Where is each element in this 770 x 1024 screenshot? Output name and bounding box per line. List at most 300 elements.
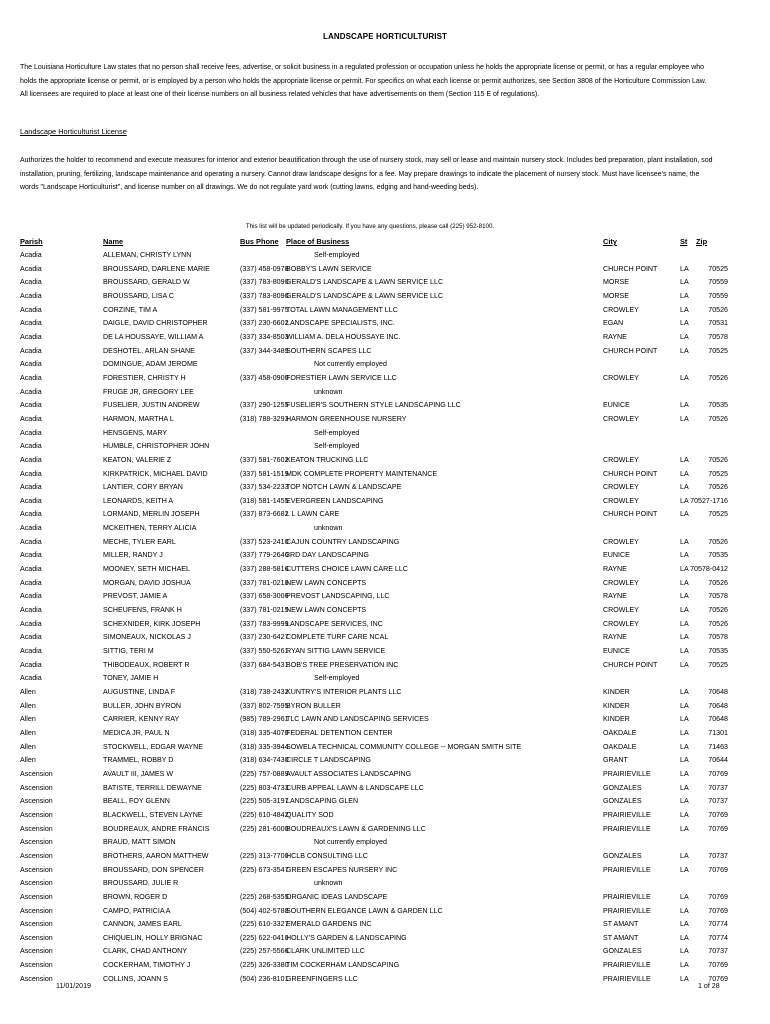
cell-city: KINDER <box>603 688 630 696</box>
cell-name: FORESTIER, CHRISTY H <box>103 373 186 382</box>
cell-city: CHURCH POINT <box>603 264 658 273</box>
cell-place: KEATON TRUCKING LLC <box>286 455 369 464</box>
cell-parish: Acadia <box>20 551 42 560</box>
cell-parish: Ascension <box>20 838 53 847</box>
cell-name: TONEY, JAMIE H <box>103 674 159 683</box>
cell-city: CHURCH POINT <box>603 346 658 355</box>
cell-city: PRAIRIEVILLE <box>603 810 651 819</box>
cell-name: KEATON, VALERIE Z <box>103 455 172 464</box>
cell-city: GRANT <box>603 756 628 765</box>
cell-parish: Ascension <box>20 797 53 806</box>
cell-city: RAYNE <box>603 565 627 574</box>
cell-city: PRAIRIEVILLE <box>603 906 651 915</box>
cell-name: AVAULT III, JAMES W <box>103 769 174 778</box>
cell-name: MCKEITHEN, TERRY ALICIA <box>103 524 197 533</box>
cell-name: TRAMMEL, ROBBY D <box>103 756 174 765</box>
cell-name: LANTIER, CORY BRYAN <box>103 483 183 492</box>
table-row <box>0 809 770 823</box>
cell-parish: Acadia <box>20 510 42 519</box>
cell-place: Not currently employed <box>314 838 387 847</box>
column-header-zip: Zip <box>696 237 708 246</box>
section-paragraph: Authorizes the holder to recommend and execute measures for interior and exterior beautification through the use of nursery stock, may sell or lease and maintain nursery stock. Includes bed preparation, plant installation, sod installation, pruning, fertilizing, landscape maintenance and operating a nursery. Cannot draw landscape designs for a fee. May prepare drawings to indicate the placement of nursery stock. Must have licensee's name, the words "Landscape Horticulturist", and license number on all drawings. We do not regulate yard work (cutting lawns, edging and hand-weeding beds). <box>20 155 713 191</box>
cell-name: CAMPO, PATRICIA A <box>103 906 171 915</box>
cell-parish: Acadia <box>20 401 42 410</box>
cell-zip: 70526 <box>708 483 728 492</box>
cell-place: EVERGREEN LANDSCAPING <box>286 496 384 505</box>
cell-parish: Acadia <box>20 565 42 574</box>
cell-name: PREVOST, JAMIE A <box>103 592 168 601</box>
cell-zip: 70559 <box>708 291 728 300</box>
cell-phone: (337) 581-7602 <box>240 455 289 464</box>
cell-zip: 70769 <box>708 974 728 983</box>
cell-phone: (337) 658-3006 <box>240 592 289 601</box>
cell-parish: Acadia <box>20 633 42 642</box>
cell-place: EMERALD GARDENS INC <box>286 920 372 929</box>
cell-phone: (337) 458-0900 <box>240 373 289 382</box>
column-header-name: Name <box>103 237 124 246</box>
cell-state: LA <box>680 797 689 806</box>
cell-phone: (225) 622-0410 <box>240 933 289 942</box>
cell-parish: Acadia <box>20 578 42 587</box>
cell-city: CROWLEY <box>603 619 639 628</box>
table-row <box>0 263 770 277</box>
cell-zip: 70525 <box>708 469 728 478</box>
table-row <box>0 891 770 905</box>
table-row <box>0 563 770 577</box>
cell-state: LA <box>680 974 689 983</box>
cell-place: WILLIAM A. DELA HOUSSAYE INC. <box>286 332 401 341</box>
cell-place: PREVOST LANDSCAPING, LLC <box>286 592 390 601</box>
table-row <box>0 358 770 372</box>
cell-name: HUMBLE, CHRISTOPHER JOHN <box>103 442 210 451</box>
cell-city: CROWLEY <box>603 483 639 492</box>
cell-name: COLLINS, JOANN S <box>103 974 169 983</box>
cell-phone: (337) 779-2646 <box>240 551 289 560</box>
cell-zip: 70769 <box>708 865 728 874</box>
table-row <box>0 495 770 509</box>
cell-city: MORSE <box>603 291 630 300</box>
cell-phone: (985) 789-2961 <box>240 715 289 724</box>
table-row <box>0 508 770 522</box>
cell-phone: (225) 757-0889 <box>240 769 289 778</box>
cell-phone: (225) 257-5566 <box>240 947 289 956</box>
cell-city: CROWLEY <box>603 537 639 546</box>
cell-zip: 70578 <box>708 633 728 642</box>
cell-zip: 70737 <box>708 851 728 860</box>
cell-place: BYRON BULLER <box>286 701 341 710</box>
cell-state: LA <box>680 742 689 751</box>
cell-city: CROWLEY <box>603 455 639 464</box>
table-row <box>0 440 770 454</box>
cell-place: GERALD'S LANDSCAPE & LAWN SERVICE LLC <box>286 278 444 287</box>
cell-phone: (337) 684-5431 <box>240 660 289 669</box>
cell-state: LA <box>680 920 689 929</box>
cell-city: GONZALES <box>603 947 642 956</box>
cell-parish: Allen <box>20 756 36 765</box>
cell-state: LA <box>680 756 689 765</box>
table-row <box>0 945 770 959</box>
cell-state: LA <box>680 537 689 546</box>
cell-parish: Allen <box>20 688 36 696</box>
cell-place: CLARK UNLIMITED LLC <box>286 947 365 956</box>
cell-city: CROWLEY <box>603 578 639 587</box>
cell-name: FRUGE JR, GREGORY LEE <box>103 387 194 396</box>
cell-zip: 70559 <box>708 278 728 287</box>
cell-name: MECHE, TYLER EARL <box>103 537 176 546</box>
table-row <box>0 836 770 850</box>
table-row <box>0 276 770 290</box>
cell-parish: Ascension <box>20 769 53 778</box>
cell-parish: Acadia <box>20 647 42 656</box>
cell-zip: 70648 <box>708 688 728 696</box>
cell-place: Self-employed <box>314 251 360 259</box>
cell-state: LA <box>680 906 689 915</box>
cell-zip: 70527-1716 <box>690 496 728 505</box>
cell-place: FUSELIER'S SOUTHERN STYLE LANDSCAPING LLC <box>286 401 461 410</box>
table-row <box>0 754 770 768</box>
cell-parish: Ascension <box>20 865 53 874</box>
cell-zip: 70578 <box>708 332 728 341</box>
cell-place: FORESTIER LAWN SERVICE LLC <box>286 373 397 382</box>
cell-parish: Acadia <box>20 373 42 382</box>
table-row <box>0 700 770 714</box>
cell-parish: Acadia <box>20 278 42 287</box>
cell-phone: (225) 505-3197 <box>240 797 289 806</box>
cell-state: LA <box>680 455 689 464</box>
cell-phone: (225) 610-4842 <box>240 810 289 819</box>
cell-city: KINDER <box>603 715 630 724</box>
cell-parish: Ascension <box>20 920 53 929</box>
cell-phone: (337) 581-1519 <box>240 469 289 478</box>
cell-phone: (225) 268-5355 <box>240 892 289 901</box>
cell-name: SCHEUFENS, FRANK H <box>103 606 182 615</box>
cell-zip: 70531 <box>708 319 728 328</box>
table-row <box>0 522 770 536</box>
page-number: 1 of 28 <box>698 982 720 990</box>
cell-state: LA <box>680 728 689 737</box>
cell-zip: 70648 <box>708 701 728 710</box>
cell-name: CANNON, JAMES EARL <box>103 920 182 929</box>
cell-city: EUNICE <box>603 551 630 560</box>
cell-place: QUALITY SOD <box>286 810 334 819</box>
cell-city: CROWLEY <box>603 496 639 505</box>
cell-place: TOTAL LAWN MANAGEMENT LLC <box>286 305 398 314</box>
cell-place: HCLB CONSULTING LLC <box>286 851 368 860</box>
cell-parish: Ascension <box>20 961 53 970</box>
cell-state: LA <box>680 291 689 300</box>
cell-name: DOMINGUE, ADAM JEROME <box>103 360 198 369</box>
cell-city: CROWLEY <box>603 373 639 382</box>
table-row <box>0 454 770 468</box>
cell-parish: Allen <box>20 701 36 710</box>
cell-city: GONZALES <box>603 797 642 806</box>
cell-city: OAKDALE <box>603 728 637 737</box>
cell-parish: Acadia <box>20 483 42 492</box>
table-row <box>0 618 770 632</box>
cell-phone: (337) 290-1255 <box>240 401 289 410</box>
table-row <box>0 932 770 946</box>
cell-parish: Acadia <box>20 251 42 259</box>
cell-zip: 70526 <box>708 455 728 464</box>
cell-phone: (337) 458-0978 <box>240 264 289 273</box>
cell-name: BROTHERS, AARON MATTHEW <box>103 851 209 860</box>
cell-phone: (225) 313-7700 <box>240 851 289 860</box>
cell-name: BROUSSARD, DARLENE MARIE <box>103 264 210 273</box>
cell-place: COMPLETE TURF CARE NCAL <box>286 633 389 642</box>
cell-zip: 70535 <box>708 401 728 410</box>
cell-phone: (318) 634-7430 <box>240 756 289 765</box>
table-row <box>0 590 770 604</box>
cell-name: SCHEXNIDER, KIRK JOSEPH <box>103 619 201 628</box>
cell-city: EUNICE <box>603 647 630 656</box>
cell-city: PRAIRIEVILLE <box>603 974 651 983</box>
cell-zip: 70525 <box>708 660 728 669</box>
cell-parish: Acadia <box>20 264 42 273</box>
cell-zip: 70769 <box>708 769 728 778</box>
cell-name: DAIGLE, DAVID CHRISTOPHER <box>103 319 208 328</box>
cell-state: LA <box>680 865 689 874</box>
cell-zip: 70769 <box>708 961 728 970</box>
cell-state: LA <box>680 496 689 505</box>
column-header-city: City <box>603 237 617 246</box>
cell-state: LA <box>680 346 689 355</box>
cell-place: SOUTHERN SCAPES LLC <box>286 346 372 355</box>
table-row <box>0 536 770 550</box>
cell-place: TLC LAWN AND LANDSCAPING SERVICES <box>286 715 429 724</box>
cell-parish: Ascension <box>20 851 53 860</box>
cell-state: LA <box>680 264 689 273</box>
cell-phone: (504) 402-5788 <box>240 906 289 915</box>
table-row <box>0 331 770 345</box>
cell-zip: 70737 <box>708 947 728 956</box>
cell-zip: 70526 <box>708 414 728 423</box>
cell-phone: (504) 236-8101 <box>240 974 289 983</box>
cell-phone: (337) 344-3489 <box>240 346 289 355</box>
cell-parish: Ascension <box>20 892 53 901</box>
cell-state: LA <box>680 373 689 382</box>
cell-phone: (225) 673-3547 <box>240 865 289 874</box>
table-row <box>0 741 770 755</box>
cell-place: NEW LAWN CONCEPTS <box>286 578 367 587</box>
cell-parish: Acadia <box>20 319 42 328</box>
cell-name: BULLER, JOHN BYRON <box>103 701 182 710</box>
cell-phone: (337) 781-0215 <box>240 606 289 615</box>
cell-city: MORSE <box>603 278 630 287</box>
table-row <box>0 399 770 413</box>
cell-state: LA <box>680 578 689 587</box>
cell-parish: Ascension <box>20 810 53 819</box>
cell-state: LA <box>680 592 689 601</box>
table-row <box>0 672 770 686</box>
cell-place: unknown <box>314 879 343 888</box>
cell-place: BOBBY'S LAWN SERVICE <box>286 264 372 273</box>
cell-name: CHIQUELIN, HOLLY BRIGNAC <box>103 933 203 942</box>
cell-parish: Acadia <box>20 619 42 628</box>
cell-parish: Acadia <box>20 455 42 464</box>
cell-phone: (318) 581-1455 <box>240 496 289 505</box>
cell-name: AUGUSTINE, LINDA F <box>103 688 176 696</box>
cell-place: SOUTHERN ELEGANCE LAWN & GARDEN LLC <box>286 906 443 915</box>
cell-phone: (225) 610-3327 <box>240 920 289 929</box>
cell-place: CAJUN COUNTRY LANDSCAPING <box>286 537 400 546</box>
cell-place: Self-employed <box>314 428 360 437</box>
cell-parish: Acadia <box>20 660 42 669</box>
table-row <box>0 877 770 891</box>
table-row <box>0 659 770 673</box>
table-row <box>0 468 770 482</box>
table-row <box>0 918 770 932</box>
cell-name: CLARK, CHAD ANTHONY <box>103 947 187 956</box>
column-header-place: Place of Business <box>286 237 350 246</box>
cell-city: EGAN <box>603 319 624 328</box>
cell-zip: 70769 <box>708 892 728 901</box>
cell-name: DESHOTEL, ARLAN SHANE <box>103 346 195 355</box>
cell-parish: Ascension <box>20 933 53 942</box>
cell-state: LA <box>680 414 689 423</box>
cell-parish: Acadia <box>20 674 42 683</box>
cell-name: BROUSSARD, GERALD W <box>103 278 190 287</box>
cell-city: PRAIRIEVILLE <box>603 892 651 901</box>
cell-name: KIRKPATRICK, MICHAEL DAVID <box>103 469 208 478</box>
cell-name: SIMONEAUX, NICKOLAS J <box>103 633 191 642</box>
cell-zip: 70526 <box>708 537 728 546</box>
cell-place: BOB'S TREE PRESERVATION INC <box>286 660 399 669</box>
cell-state: LA <box>680 305 689 314</box>
cell-parish: Allen <box>20 715 36 724</box>
cell-state: LA <box>680 606 689 615</box>
cell-city: GONZALES <box>603 783 642 792</box>
table-row <box>0 631 770 645</box>
cell-parish: Ascension <box>20 824 53 833</box>
cell-state: LA <box>680 769 689 778</box>
licensee-table <box>0 249 770 986</box>
cell-state: LA <box>680 647 689 656</box>
cell-zip: 70535 <box>708 647 728 656</box>
cell-parish: Ascension <box>20 783 53 792</box>
cell-state: LA <box>680 278 689 287</box>
cell-place: GREEN ESCAPES NURSERY INC <box>286 865 398 874</box>
cell-zip: 70525 <box>708 264 728 273</box>
cell-city: CHURCH POINT <box>603 469 658 478</box>
cell-state: LA <box>680 701 689 710</box>
cell-state: LA <box>680 319 689 328</box>
cell-place: RYAN SITTIG LAWN SERVICE <box>286 647 386 656</box>
cell-place: NEW LAWN CONCEPTS <box>286 606 367 615</box>
cell-parish: Acadia <box>20 291 42 300</box>
cell-name: BEALL, FOY GLENN <box>103 797 170 806</box>
cell-state: LA <box>680 660 689 669</box>
cell-place: CIRCLE T LANDSCAPING <box>286 756 371 765</box>
cell-place: GERALD'S LANDSCAPE & LAWN SERVICE LLC <box>286 291 444 300</box>
cell-name: BATISTE, TERRILL DEWAYNE <box>103 783 202 792</box>
cell-place: HARMON GREENHOUSE NURSERY <box>286 414 407 423</box>
cell-zip: 70578-0412 <box>690 565 728 574</box>
table-row <box>0 959 770 973</box>
table-row <box>0 864 770 878</box>
cell-state: LA <box>680 851 689 860</box>
cell-phone: (337) 783-8090 <box>240 278 289 287</box>
cell-place: HOLLY'S GARDEN & LANDSCAPING <box>286 933 407 942</box>
cell-name: LORMAND, MERLIN JOSEPH <box>103 510 200 519</box>
cell-parish: Acadia <box>20 360 42 369</box>
cell-state: LA <box>680 633 689 642</box>
cell-name: HENSGENS, MARY <box>103 428 168 437</box>
cell-name: COCKERHAM, TIMOTHY J <box>103 961 191 970</box>
cell-parish: Acadia <box>20 537 42 546</box>
cell-place: GREENFINGERS LLC <box>286 974 358 983</box>
table-row <box>0 386 770 400</box>
cell-phone: (318) 738-2432 <box>240 688 289 696</box>
cell-state: LA <box>680 961 689 970</box>
cell-zip: 70578 <box>708 592 728 601</box>
cell-city: ST AMANT <box>603 920 639 929</box>
cell-place: MDK COMPLETE PROPERTY MAINTENANCE <box>286 469 438 478</box>
table-row <box>0 973 770 987</box>
cell-state: LA <box>680 715 689 724</box>
cell-zip: 70525 <box>708 346 728 355</box>
column-header-phone: Bus Phone <box>240 237 279 246</box>
cell-parish: Acadia <box>20 592 42 601</box>
cell-parish: Allen <box>20 742 36 751</box>
cell-zip: 71301 <box>708 728 728 737</box>
cell-state: LA <box>680 824 689 833</box>
cell-place: KUNTRY'S INTERIOR PLANTS LLC <box>286 688 402 696</box>
cell-name: BOUDREAUX, ANDRE FRANCIS <box>103 824 210 833</box>
cell-zip: 70526 <box>708 578 728 587</box>
cell-state: LA <box>680 332 689 341</box>
cell-phone: (225) 326-3380 <box>240 961 289 970</box>
table-header <box>0 237 770 249</box>
cell-zip: 70737 <box>708 783 728 792</box>
cell-parish: Acadia <box>20 524 42 533</box>
cell-place: unknown <box>314 387 343 396</box>
cell-name: ALLEMAN, CHRISTY LYNN <box>103 251 192 259</box>
cell-phone: (337) 534-2233 <box>240 483 289 492</box>
cell-name: CORZINE, TIM A <box>103 305 158 314</box>
table-row <box>0 795 770 809</box>
cell-city: PRAIRIEVILLE <box>603 961 651 970</box>
table-row <box>0 249 770 263</box>
table-row <box>0 481 770 495</box>
cell-state: LA <box>680 810 689 819</box>
table-row <box>0 413 770 427</box>
cell-phone: (225) 281-6000 <box>240 824 289 833</box>
cell-phone: (337) 783-9999 <box>240 619 289 628</box>
table-row <box>0 823 770 837</box>
cell-place: LANDSCAPE SPECIALISTS, INC. <box>286 319 395 328</box>
cell-city: PRAIRIEVILLE <box>603 769 651 778</box>
cell-zip: 70526 <box>708 619 728 628</box>
cell-zip: 70535 <box>708 551 728 560</box>
cell-parish: Acadia <box>20 442 42 451</box>
cell-phone: (337) 581-9975 <box>240 305 289 314</box>
cell-place: Not currently employed <box>314 360 387 369</box>
cell-name: THIBODEAUX, ROBERT R <box>103 660 190 669</box>
cell-name: LEONARDS, KEITH A <box>103 496 174 505</box>
cell-zip: 70526 <box>708 606 728 615</box>
cell-zip: 70769 <box>708 810 728 819</box>
cell-city: CHURCH POINT <box>603 510 658 519</box>
cell-city: PRAIRIEVILLE <box>603 865 651 874</box>
cell-phone: (318) 335-4070 <box>240 728 289 737</box>
column-header-st: St <box>680 237 688 246</box>
cell-zip: 70769 <box>708 824 728 833</box>
cell-zip: 70774 <box>708 933 728 942</box>
cell-state: LA <box>680 401 689 410</box>
cell-state: LA <box>680 892 689 901</box>
document-title: LANDSCAPE HORTICULTURIST <box>322 32 448 41</box>
cell-place: LANDSCAPING GLEN <box>286 797 359 806</box>
